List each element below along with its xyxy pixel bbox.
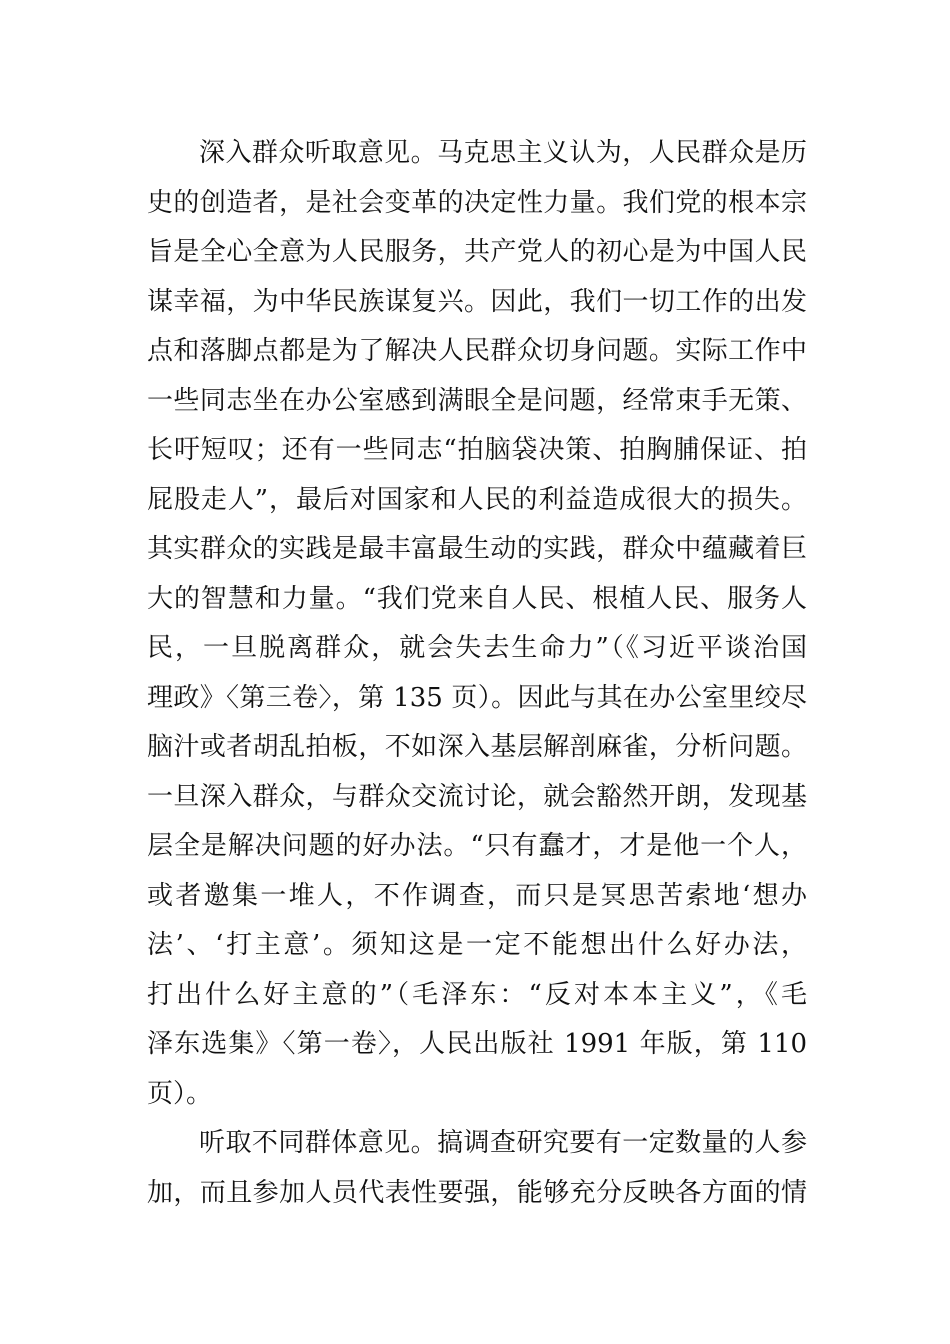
paragraph-1 — [147, 129, 807, 1119]
paragraph-line: 其实群众的实践是最丰富最生动的实践，群众中蕴藏着巨 — [147, 534, 807, 564]
paragraph-line: 脑汁或者胡乱拍板，不如深入基层解剖麻雀，分析问题。 — [147, 732, 807, 762]
paragraph-line: 一旦深入群众，与群众交流讨论，就会豁然开朗，发现基 — [147, 781, 807, 812]
document-body — [147, 129, 807, 1218]
paragraph-line: 深入群众听取意见。马克思主义认为，人民群众是历 — [199, 138, 807, 168]
paragraph-line: 法’、‘打主意’。须知这是一定不能想出什么好办法， — [147, 930, 807, 960]
paragraph-line: 页）。 — [147, 1078, 213, 1109]
paragraph-line: 大的智慧和力量。“我们党来自人民、根植人民、服务人 — [147, 583, 807, 614]
paragraph-2 — [147, 1119, 807, 1218]
paragraph-line: 民，一旦脱离群众，就会失去生命力”（《习近平谈治国 — [147, 633, 807, 663]
paragraph-line: 打出什么好主意的”（毛泽东：“反对本本主义”，《毛 — [147, 979, 807, 1010]
paragraph-line: 点和落脚点都是为了解决人民群众切身问题。实际工作中 — [147, 336, 807, 366]
paragraph-line: 听取不同群体意见。搞调查研究要有一定数量的人参 — [199, 1128, 807, 1158]
paragraph-line: 长吁短叹；还有一些同志“拍脑袋决策、拍胸脯保证、拍 — [147, 435, 807, 465]
paragraph-line: 谋幸福，为中华民族谋复兴。因此，我们一切工作的出发 — [147, 286, 807, 317]
paragraph-line: 史的创造者，是社会变革的决定性力量。我们党的根本宗 — [147, 187, 807, 218]
paragraph-line: 理政》〈第三卷〉，第 135 页）。因此与其在办公室里绞尽 — [147, 682, 807, 713]
paragraph-line: 加，而且参加人员代表性要强，能够充分反映各方面的情 — [147, 1177, 807, 1208]
paragraph-line: 泽东选集》〈第一卷〉，人民出版社 1991 年版，第 110 — [147, 1029, 807, 1059]
paragraph-line: 或者邀集一堆人，不作调查，而只是冥思苦索地‘想办 — [147, 880, 807, 911]
paragraph-line: 一些同志坐在办公室感到满眼全是问题，经常束手无策、 — [147, 385, 807, 416]
paragraph-line: 屁股走人”，最后对国家和人民的利益造成很大的损失。 — [147, 484, 807, 515]
paragraph-line: 层全是解决问题的好办法。“只有蠢才，才是他一个人， — [147, 831, 807, 861]
paragraph-line: 旨是全心全意为人民服务，共产党人的初心是为中国人民 — [147, 237, 807, 267]
